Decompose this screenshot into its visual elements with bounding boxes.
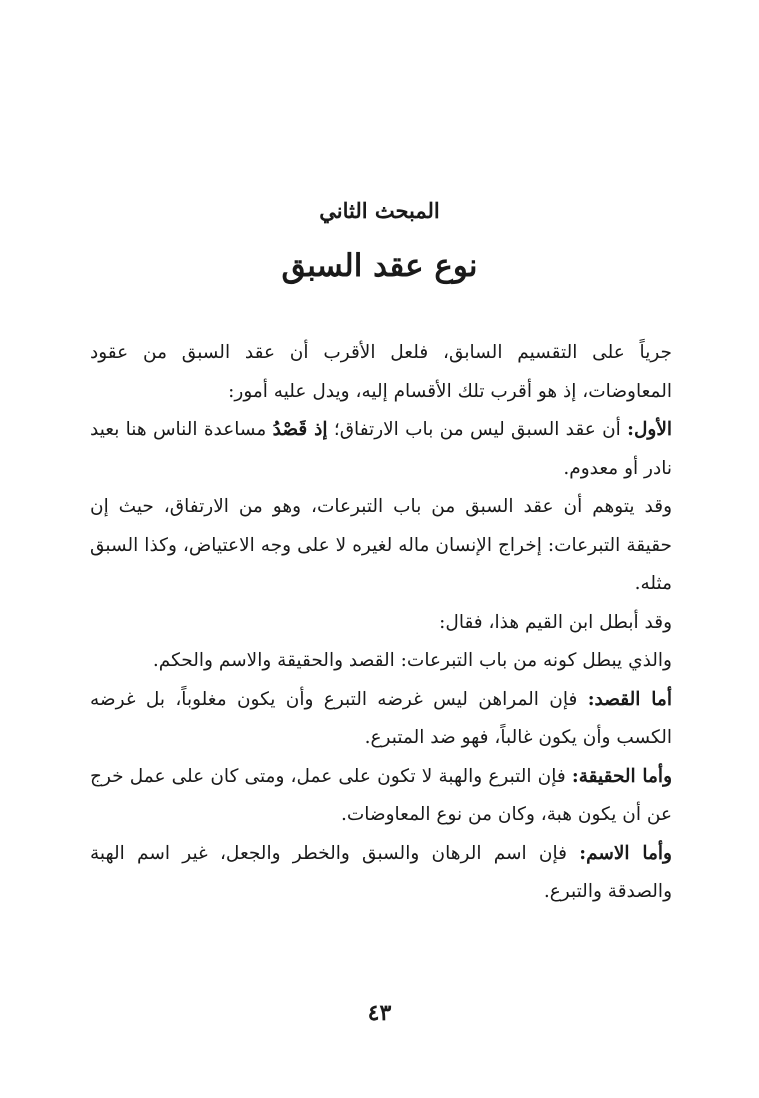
paragraph-7 [90,758,672,835]
term-label: الأول: [627,419,673,440]
paragraph-6 [90,681,672,758]
paragraph-3: وقد يتوهم أن عقد السبق من باب التبرعات، وهو من الارتفاق، حيث إن حقيقة التبرعات: إخراج الإنسان ماله لغيره لا على وجه الاعتياض، وكذا السبق مثله. [90,496,672,594]
body-text [90,334,672,912]
paragraph-text: مساعدة الناس هنا بعيد نادر أو معدوم. [90,419,672,479]
paragraph-8 [90,835,672,912]
page-title: نوع عقد السبق [281,248,478,284]
paragraph-text: فإن اسم الرهان والسبق والخطر والجعل، غير اسم الهبة والصدقة والتبرع. [90,842,672,902]
paragraph-text: أن عقد السبق ليس من باب الارتفاق؛ [327,419,628,440]
paragraph-4: وقد أبطل ابن القيم هذا، فقال: [439,611,672,633]
paragraph-intro: جرياً على التقسيم السابق، فلعل الأقرب أن عقد السبق من عقود المعاوضات، إذ هو أقرب تلك الأقسام إليه، ويدل عليه أمور: [90,342,672,402]
term-label: وأما الحقيقة: [571,765,672,787]
paragraph-5: والذي يبطل كونه من باب التبرعات: القصد والحقيقة والاسم والحكم. [152,650,672,671]
section-label: المبحث الثاني [319,198,440,223]
term-label: إذ قَصْدُ [272,419,328,440]
paragraph-first [90,411,672,488]
paragraph-text: فإن المراهن ليس غرضه التبرع وأن يكون مغلوباً، بل غرضه الكسب وأن يكون غالباً، فهو ضد المتبرع. [90,688,672,748]
term-label: أما القصد: [587,688,672,710]
page-number: ٤٣ [367,1000,392,1026]
term-label: وأما الاسم: [579,842,672,864]
paragraph-text: فإن التبرع والهبة لا تكون على عمل، ومتى كان على عمل خرج عن أن يكون هبة، وكان من نوع المعاوضات. [90,765,672,825]
